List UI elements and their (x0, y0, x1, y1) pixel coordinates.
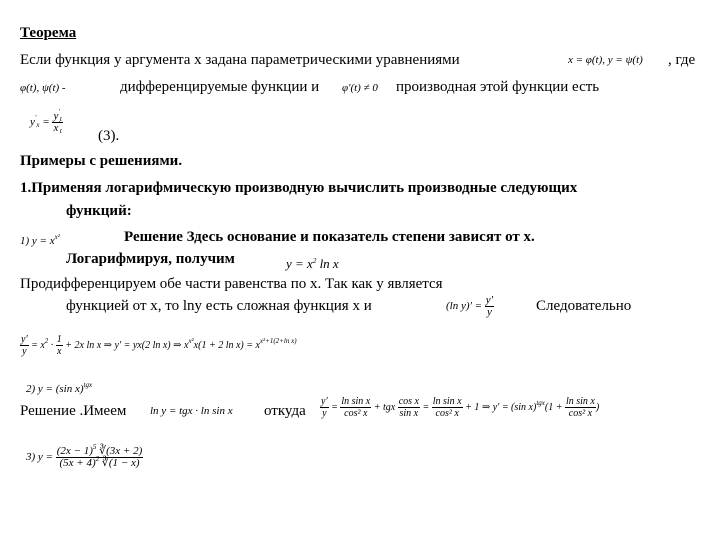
task-line-1: 1.Применяя логарифмическую производную вычислить производные следующих (20, 180, 578, 196)
parametric-equations-formula: x = φ(t), y = ψ(t) (568, 54, 643, 66)
example-2-formula: 2) y = (sin x)$^{tgx}$ (26, 381, 93, 395)
theorem-heading: Теорема (20, 25, 77, 41)
log-equation-formula: $y = x^2$ ln x (286, 256, 339, 271)
differentiate-line-1: Продифференцируем обе части равенства по х. Так как у является (20, 276, 443, 292)
therefore-text: Следовательно (536, 298, 632, 314)
example-2-derivation-formula: $\frac{y'}{y}$ = $\frac{\text{ln sin x}}{\text{cos² x}}$ + tgx $\frac{\text{cos x}}{\text{sin x}}$ = $\frac{\text{ln sin x}}{\text{cos² x}}$ + 1 ⇒ y' = (sin x)$^{tgx}$(1 + $\frac{\text{ln sin x}}{\text{cos² x}}$ ) (321, 396, 600, 419)
example-3-formula: 3) y = $\frac{(2x - 1)^5 ∛(3x + 2)}{(5x + 4)^2 ∛(1 - x)}$ (26, 443, 143, 469)
whence-text: откуда (264, 403, 306, 419)
equation-label: (3). (98, 128, 120, 144)
functions-formula: φ(t), ψ(t) - (20, 82, 66, 94)
parametric-derivative-formula: $y'_x$ = $\frac{y'_t}{x'_t}$ (30, 108, 62, 135)
differentiate-line-2: функцией от х, то lny есть сложная функция х и (66, 298, 372, 314)
theorem-line-2: дифференцируемые функции и (120, 79, 320, 95)
theorem-line-2-tail: производная этой функции есть (396, 79, 600, 95)
example-1-logarithm: Логарифмируя, получим (66, 251, 235, 267)
example-2-log-formula: ln y = tgx · ln sin x (150, 405, 233, 417)
example-1-solution: Решение Здесь основание и показатель степени зависят от х. (124, 229, 535, 245)
task-line-2: функций: (66, 203, 132, 219)
example-1-label: 1) (20, 235, 30, 247)
derivative-nonzero-formula: φ'(t) ≠ 0 (342, 82, 378, 94)
example-1-formula: 1) $y = x^{x^2}$ (20, 233, 60, 247)
theorem-line-1: Если функция y аргумента x задана параметрическими уравнениями (20, 52, 460, 68)
example-1-derivation-formula: $\frac{y'}{y}$ = $x^2$ · $\frac{1}{x}$ + 2x ln x ⇒ y' = yx(2 ln x) ⇒ $x^{x^2}x(1 + 2$ $\ln x) = x^{x^2+1(2+ln x)}$ (21, 334, 297, 357)
example-2-solution: Решение .Имеем (20, 403, 127, 419)
examples-heading: Примеры с решениями. (20, 153, 183, 169)
log-derivative-formula: (ln y)' = $\frac{y'}{y}$ (446, 294, 494, 318)
example-2-label: 2) (26, 383, 36, 395)
example-3-label: 3) (26, 451, 36, 464)
theorem-line-1-tail: , где (668, 52, 696, 68)
